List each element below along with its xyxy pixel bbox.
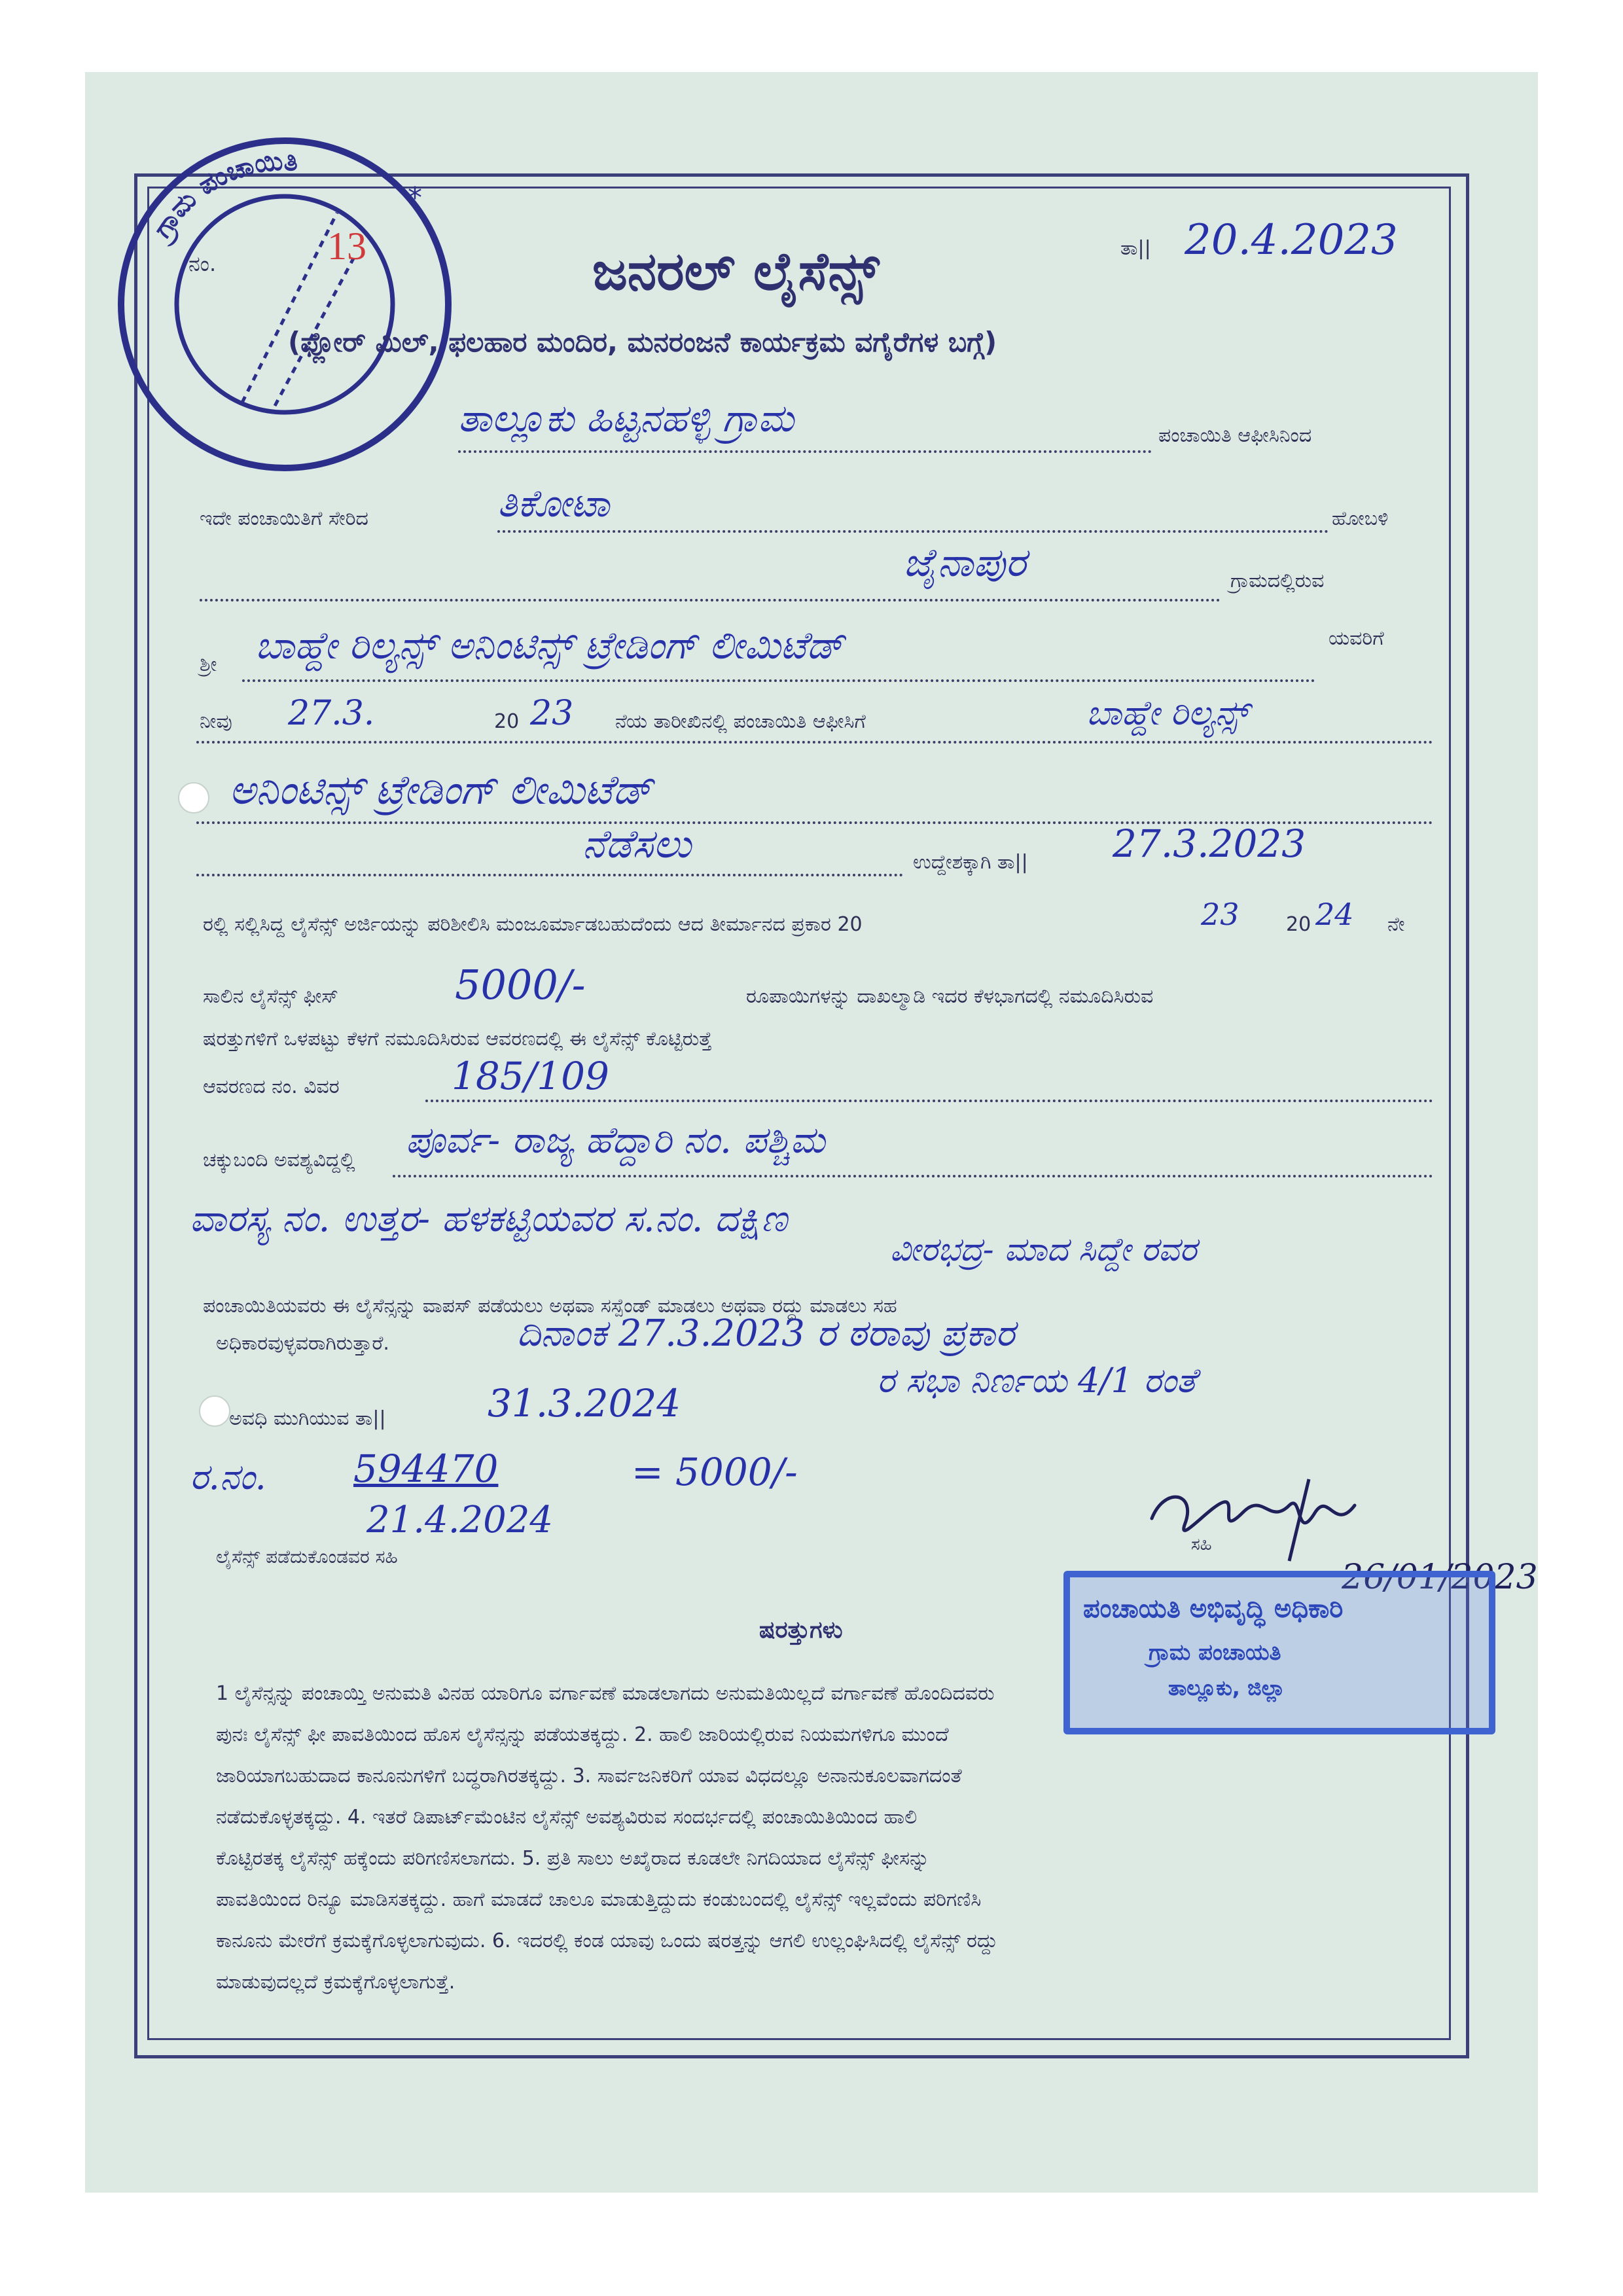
dotline [458,450,1152,453]
punch-hole-bottom [199,1395,230,1427]
premises-label: ಆವರಣದ ನಂ. ವಿವರ [203,1075,340,1098]
boundary-north-south: ವಾರಸ್ಯ ನಂ. ಉತ್ತರ- ಹಳಕಟ್ಟಿಯವರ ಸ.ನಂ. ದಕ್ಷಿಣ [190,1198,788,1240]
document-subtitle: (ಫ್ಲೋರ್ ಮಿಲ್, ಫಲಹಾರ ಮಂದಿರ, ಮನರಂಜನೆ ಕಾರ್ಯಕ್ರಮ ವಗೈರೆಗಳ ಬಗ್ಗೆ) [288,326,997,358]
stamp-line-3: ತಾಲ್ಲೂಕು, ಜಿಲ್ಲಾ [1168,1676,1285,1700]
shri-suffix: ಯವರಿಗೆ [1329,627,1384,650]
document-title: ಜನರಲ್ ಲೈಸೆನ್ಸ್ [592,241,880,302]
hobli-suffix: ಹೋಬಳಿ [1332,507,1389,530]
fee-suffix: ರೂಪಾಯಿಗಳನ್ನು ದಾಖಲ್ಮಾಡಿ ಇದರ ಕೆಳಭಾಗದಲ್ಲಿ ನಮೂದಿಸಿರುವ [746,985,1154,1008]
revoke-text-2: ಅಧಿಕಾರವುಳ್ಳವರಾಗಿರುತ್ತಾರೆ. [216,1332,389,1355]
receipt-label: ರ.ನಂ. [190,1456,266,1498]
dotline [425,1100,1433,1102]
purpose-date: 27.3.2023 [1113,821,1306,866]
shri-label: ಶ್ರೀ [200,653,217,676]
village-name: ಜೈನಾಪುರ [903,540,1026,586]
stamp-line-1: ಪಂಚಾಯತಿ ಅಭಿವೃದ್ಧಿ ಅಧಿಕಾರಿ [1083,1594,1344,1624]
condition-line: ಕಾನೂನು ಮೇರೆಗೆ ಕ್ರಮಕ್ಕೆಗೊಳ್ಳಲಾಗುವುದು. 6. ಇದರಲ್ಲಿ ಕಂಡ ಯಾವು ಒಂದು ಷರತ್ತನ್ನು ಆಗಲಿ ಉಲ್ಲಂಘಿಸಿದಲ್ಲಿ ಲೈಸೆನ್ಸ್ ರದ್ದು [216,1929,998,1952]
village-suffix: ಗ್ರಾಮದಲ್ಲಿರುವ [1230,569,1325,592]
applicant-continued-2: ಅನಿಂಟಿನ್ಸ್ ಟ್ರೇಡಿಂಗ್ ಲೀಮಿಟೆಡ್ [229,766,652,814]
dotline [242,679,1315,682]
condition-line: ಪುನಃ ಲೈಸೆನ್ಸ್ ಫೀ ಪಾವತಿಯಿಂದ ಹೊಸ ಲೈಸೆನ್ಸನ್ನು ಪಡೆಯತಕ್ಕದ್ದು. 2. ಹಾಲಿ ಜಾರಿಯಲ್ಲಿರುವ ನಿಯಮಗಳಿಗೂ ಮುಂದೆ [216,1723,949,1746]
boundary-east-west: ಪೂರ್ವ- ರಾಜ್ಯ ಹೆದ್ದಾರಿ ನಂ. ಪಶ್ಚಿಮ [406,1119,825,1162]
boundary-label: ಚಕ್ಕುಬಂದಿ ಅವಶ್ಯವಿದ್ದಲ್ಲಿ [203,1149,355,1172]
license-fee: 5000/- [455,961,586,1009]
dotline [200,599,1221,601]
fee-prefix: ಸಾಲಿನ ಲೈಸೆನ್ಸ್ ಫೀಸ್ [203,985,338,1008]
applied-date: 27.3. [288,694,375,733]
number-label: ನಂ. [188,251,217,276]
issue-date: 20.4.2023 [1185,216,1398,264]
conditions-heading: ಷರತ್ತುಗಳು [759,1617,843,1643]
seal-text: ಗ್ರಾಮ ಪಂಚಾಯಿತಿ [147,146,299,243]
condition-line: ಕೊಟ್ಟಿರತಕ್ಕ ಲೈಸೆನ್ಸ್ ಹಕ್ಕೆಂದು ಪರಿಗಣಿಸಲಾಗದು. 5. ಪ್ರತಿ ಸಾಲು ಅಖೈರಾದ ಕೂಡಲೇ ನಿಗದಿಯಾದ ಲೈಸೆನ್ಸ್ ಫೀಸನ್ನು [216,1847,930,1870]
hobli-name: ತಿಕೋಟಾ [497,481,610,526]
expiry-date: 31.3.2024 [488,1381,681,1426]
expiry-label: ಅವಧಿ ಮುಗಿಯುವ ತಾ|| [229,1407,386,1430]
condition-line: ಜಾರಿಯಾಗಬಹುದಾದ ಕಾನೂನುಗಳಿಗೆ ಬದ್ಧರಾಗಿರತಕ್ಕದ್ದು. 3. ಸಾರ್ವಜನಿಕರಿಗೆ ಯಾವ ವಿಧದಲ್ಲೂ ಅನಾನುಕೂಲವಾಗದಂತೆ [216,1765,962,1787]
license-number: 13 [327,224,366,268]
dotline [393,1175,1433,1177]
resolution-suffix: ನೇ [1387,913,1405,936]
panchayat-name: ತಾಲ್ಲೂಕು ಹಿಟ್ಟನಹಳ್ಳಿ ಗ್ರಾಮ [458,396,794,440]
resolution-year-2: 24 [1315,897,1354,932]
resolution-reference: ದಿನಾಂಕ 27.3.2023 ರ ಠರಾವು ಪ್ರಕಾರ [517,1312,1015,1355]
terms-line: ಷರತ್ತುಗಳಿಗೆ ಒಳಪಟ್ಟು ಕೆಳಗೆ ನಮೂದಿಸಿರುವ ಆವರಣದಲ್ಲಿ ಈ ಲೈಸೆನ್ಸ್ ಕೊಟ್ಟಿರುತ್ತೆ [203,1028,712,1050]
seal-star: * [408,181,422,215]
applied-suffix: ನೆಯ ತಾರೀಖಿನಲ್ಲಿ ಪಂಚಾಯಿತಿ ಆಫೀಸಿಗೆ [615,710,866,733]
boundary-continued: ವೀರಭದ್ರ- ಮಾದ ಸಿದ್ದೇ ರವರ [890,1230,1197,1268]
purpose-suffix: ಉದ್ದೇಶಕ್ಕಾಗಿ ತಾ|| [913,851,1028,874]
date-label: ತಾ|| [1120,237,1151,260]
punch-hole-top [178,782,209,814]
signature-date: 26/01/2023 [1342,1558,1538,1597]
applied-year: 23 [530,694,574,733]
resolution-year-1: 23 [1201,897,1240,932]
premises-number: 185/109 [452,1054,609,1098]
licensee-name: ಬಾಹ್ದೇ ರಿಲ್ಯನ್ಸ್ ಅನಿಂಟಿನ್ಸ್ ಟ್ರೇಡಿಂಗ್ ಲೀಮಿಟೆಡ್ [255,623,844,668]
purpose: ನೆಡೆಸಲು [582,821,692,867]
condition-line: ನಡೆದುಕೊಳ್ಳತಕ್ಕದ್ದು. 4. ಇತರೆ ಡಿಪಾರ್ಟ್‌ಮೆಂಟಿನ ಲೈಸೆನ್ಸ್ ಅವಶ್ಯವಿರುವ ಸಂದರ್ಭದಲ್ಲಿ ಪಂಚಾಯಿತಿಯಿಂದ ಹಾಲಿ [216,1806,918,1829]
hobli-prefix: ಇದೇ ಪಂಚಾಯಿತಿಗೆ ಸೇರಿದ [200,507,368,530]
officer-signature [1139,1466,1387,1564]
stamp-line-2: ಗ್ರಾಮ ಪಂಚಾಯತಿ [1149,1640,1281,1666]
receipt-date: 21.4.2024 [366,1499,554,1541]
applicant-continued-1: ಬಾಹ್ದೇ ರಿಲ್ಯನ್ಸ್ [1086,694,1249,733]
expiry-resolution: ರ ಸಭಾ ನಿರ್ಣಯ 4/1 ರಂತೆ [877,1361,1196,1401]
panchayat-suffix: ಪಂಚಾಯಿತಿ ಆಫೀಸಿನಿಂದ [1158,424,1312,447]
licensee-signature-label: ಲೈಸೆನ್ಸ್ ಪಡೆದುಕೊಂಡವರ ಸಹಿ [216,1546,398,1568]
condition-line: 1 ಲೈಸೆನ್ಸನ್ನು ಪಂಚಾಯ್ತಿ ಅನುಮತಿ ವಿನಹ ಯಾರಿಗೂ ವರ್ಗಾವಣೆ ಮಾಡಲಾಗದು ಅನುಮತಿಯಿಲ್ಲದೆ ವರ್ಗಾವಣೆ ಹೊಂದಿದವರು [216,1682,995,1705]
dotline [196,874,903,876]
dotline [196,741,1433,744]
year-prefix: 20 [494,710,520,733]
condition-line: ಪಾವತಿಯಿಂದ ರಿನ್ಯೂ ಮಾಡಿಸತಕ್ಕದ್ದು. ಹಾಗೆ ಮಾಡದೆ ಚಾಲೂ ಮಾಡುತ್ತಿದ್ದುದು ಕಂಡುಬಂದಲ್ಲಿ ಲೈಸೆನ್ಸ್ ಇಲ್ಲವೆಂದು ಪರಿಗಣಿಸಿ [216,1888,982,1911]
panchayat-seal [108,128,461,481]
officer-stamp [1063,1571,1495,1734]
dotline [497,530,1329,533]
resolution-mid: 20 [1286,913,1311,936]
applied-label: ನೀವು [200,710,232,733]
receipt-amount: = 5000/- [632,1450,798,1494]
revoke-text-1: ಪಂಚಾಯಿತಿಯವರು ಈ ಲೈಸೆನ್ಸನ್ನು ವಾಪಸ್ ಪಡೆಯಲು ಅಥವಾ ಸಸ್ಪೆಂಡ್ ಮಾಡಲು ಅಥವಾ ರದ್ದು ಮಾಡಲು ಸಹ [203,1295,897,1318]
officer-signature-label: ಸಹಿ [1191,1535,1212,1554]
resolution-text: ರಲ್ಲಿ ಸಲ್ಲಿಸಿದ್ದ ಲೈಸೆನ್ಸ್ ಅರ್ಜಿಯನ್ನು ಪರಿಶೀಲಿಸಿ ಮಂಜೂರ್ಮಾಡಬಹುದೆಂದು ಆದ ತೀರ್ಮಾನದ ಪ್ರಕಾರ 20 [203,913,863,936]
condition-line: ಮಾಡುವುದಲ್ಲದೆ ಕ್ರಮಕ್ಕೆಗೊಳ್ಳಲಾಗುತ್ತೆ. [216,1971,455,1994]
receipt-number: 594470 [353,1446,499,1491]
